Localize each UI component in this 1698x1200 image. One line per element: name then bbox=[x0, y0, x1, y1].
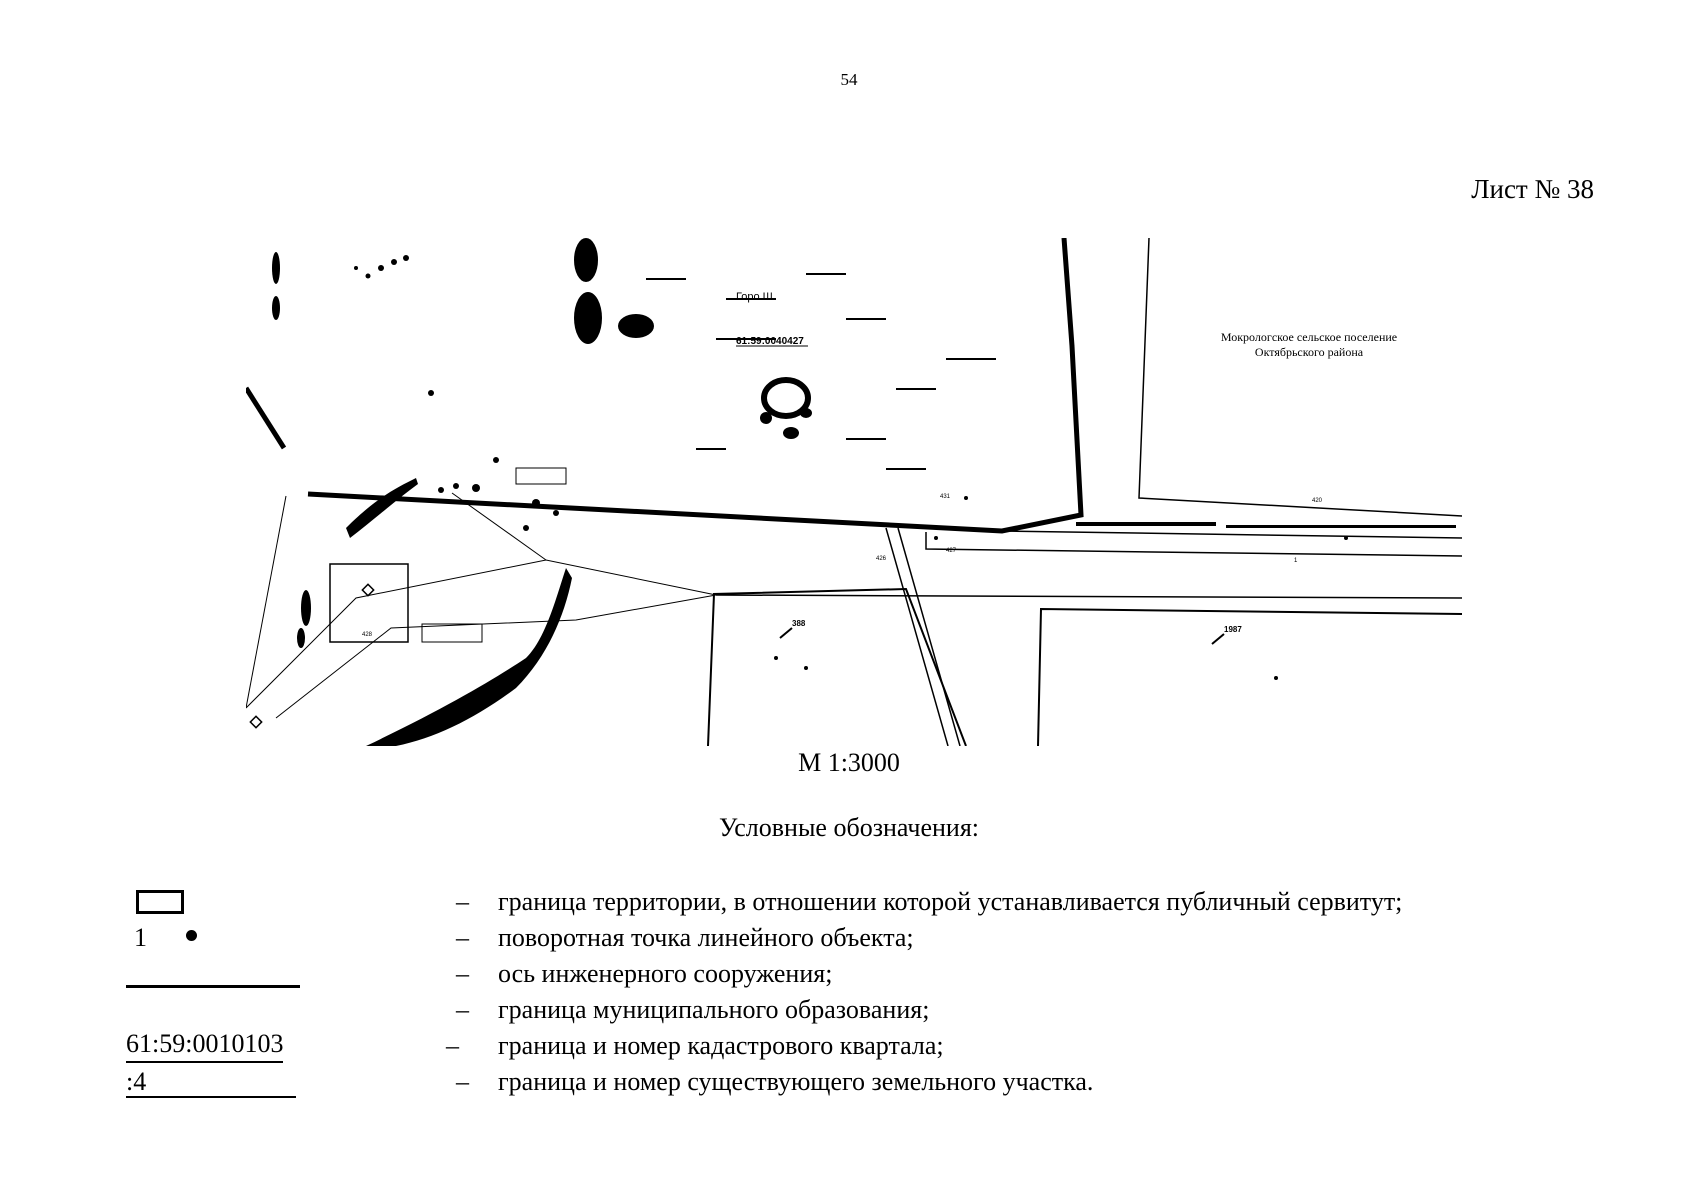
cadastral-number-label: 61:59:0040427 bbox=[736, 336, 804, 347]
diamond-1 bbox=[362, 584, 373, 595]
legend-item bbox=[0, 920, 1698, 956]
point-label-426: 426 bbox=[876, 556, 887, 562]
legend-title: Условные обозначения: bbox=[718, 813, 980, 842]
turning-point-symbol bbox=[120, 920, 310, 956]
settlement-label-1: Мокрологское сельское поселение bbox=[1220, 330, 1398, 344]
vegetation-blobs bbox=[272, 238, 1456, 746]
legend-dash: – bbox=[456, 995, 469, 1024]
legend-description: граница и номер кадастрового квартала; bbox=[498, 1031, 944, 1060]
legend-description: ось инженерного сооружения; bbox=[498, 959, 833, 988]
sheet-label: Лист № 38 bbox=[1471, 174, 1594, 204]
plot-box bbox=[330, 564, 408, 642]
municipal-boundary bbox=[308, 238, 1081, 531]
legend-description: граница и номер существующего земельного участка. bbox=[498, 1067, 1094, 1096]
map-scale: М 1:3000 bbox=[798, 748, 900, 777]
land-plot-number: :4 bbox=[126, 1064, 296, 1098]
plot-left bbox=[708, 589, 966, 746]
legend-description: граница территории, в отношении которой устанавливается публичный сервитут; bbox=[498, 887, 1403, 916]
road-top-edge bbox=[1002, 531, 1462, 538]
map-drawing bbox=[246, 238, 1462, 746]
plot-label-388: 388 bbox=[792, 619, 806, 628]
map-image bbox=[246, 238, 1462, 746]
point-label-420: 420 bbox=[1312, 498, 1323, 504]
road-label: Горо Ш bbox=[736, 291, 773, 303]
plot-right bbox=[1038, 609, 1462, 746]
legend-description: граница муниципального образования; bbox=[498, 995, 930, 1024]
turning-point-dot bbox=[186, 930, 197, 941]
legend-dash: – bbox=[446, 1031, 459, 1060]
point-label-428: 428 bbox=[362, 632, 373, 638]
road-cross-2 bbox=[898, 528, 960, 746]
left-plot-edge bbox=[246, 496, 286, 708]
cadastral-quarter-symbol bbox=[120, 1028, 310, 1064]
cadastral-quarter-number: 61:59:0010103 bbox=[126, 1028, 283, 1063]
quarter-boundary-right bbox=[1139, 238, 1462, 516]
road-corridor-top bbox=[926, 532, 1462, 556]
road-bottom-edge bbox=[716, 595, 1462, 598]
land-plot-symbol bbox=[120, 1064, 310, 1100]
municipal-boundary-symbol bbox=[120, 992, 310, 1028]
label-box-1 bbox=[516, 468, 566, 484]
point-label-1: 1 bbox=[1294, 558, 1298, 564]
legend-dash: – bbox=[456, 1067, 469, 1096]
legend-item bbox=[0, 1064, 1698, 1100]
legend-dash: – bbox=[456, 923, 469, 952]
legend-item bbox=[0, 992, 1698, 1028]
settlement-label-2: Октябрьского района bbox=[1254, 345, 1364, 359]
plot-label-1987: 1987 bbox=[1224, 625, 1242, 634]
point-label-427: 427 bbox=[946, 548, 957, 554]
legend-item bbox=[0, 884, 1698, 920]
diamond-2 bbox=[250, 716, 261, 727]
point-label-431: 431 bbox=[940, 494, 951, 500]
legend-dash: – bbox=[456, 959, 469, 988]
left-edge-boundary bbox=[246, 388, 284, 448]
legend-dash: – bbox=[456, 887, 469, 916]
legend-item bbox=[0, 1028, 1698, 1064]
page-number: 54 bbox=[840, 70, 858, 89]
legend-description: поворотная точка линейного объекта; bbox=[498, 923, 914, 952]
road-cross-1 bbox=[886, 528, 948, 746]
servitude-boundary-symbol bbox=[120, 884, 310, 920]
turning-point-number: 1 bbox=[134, 923, 147, 952]
